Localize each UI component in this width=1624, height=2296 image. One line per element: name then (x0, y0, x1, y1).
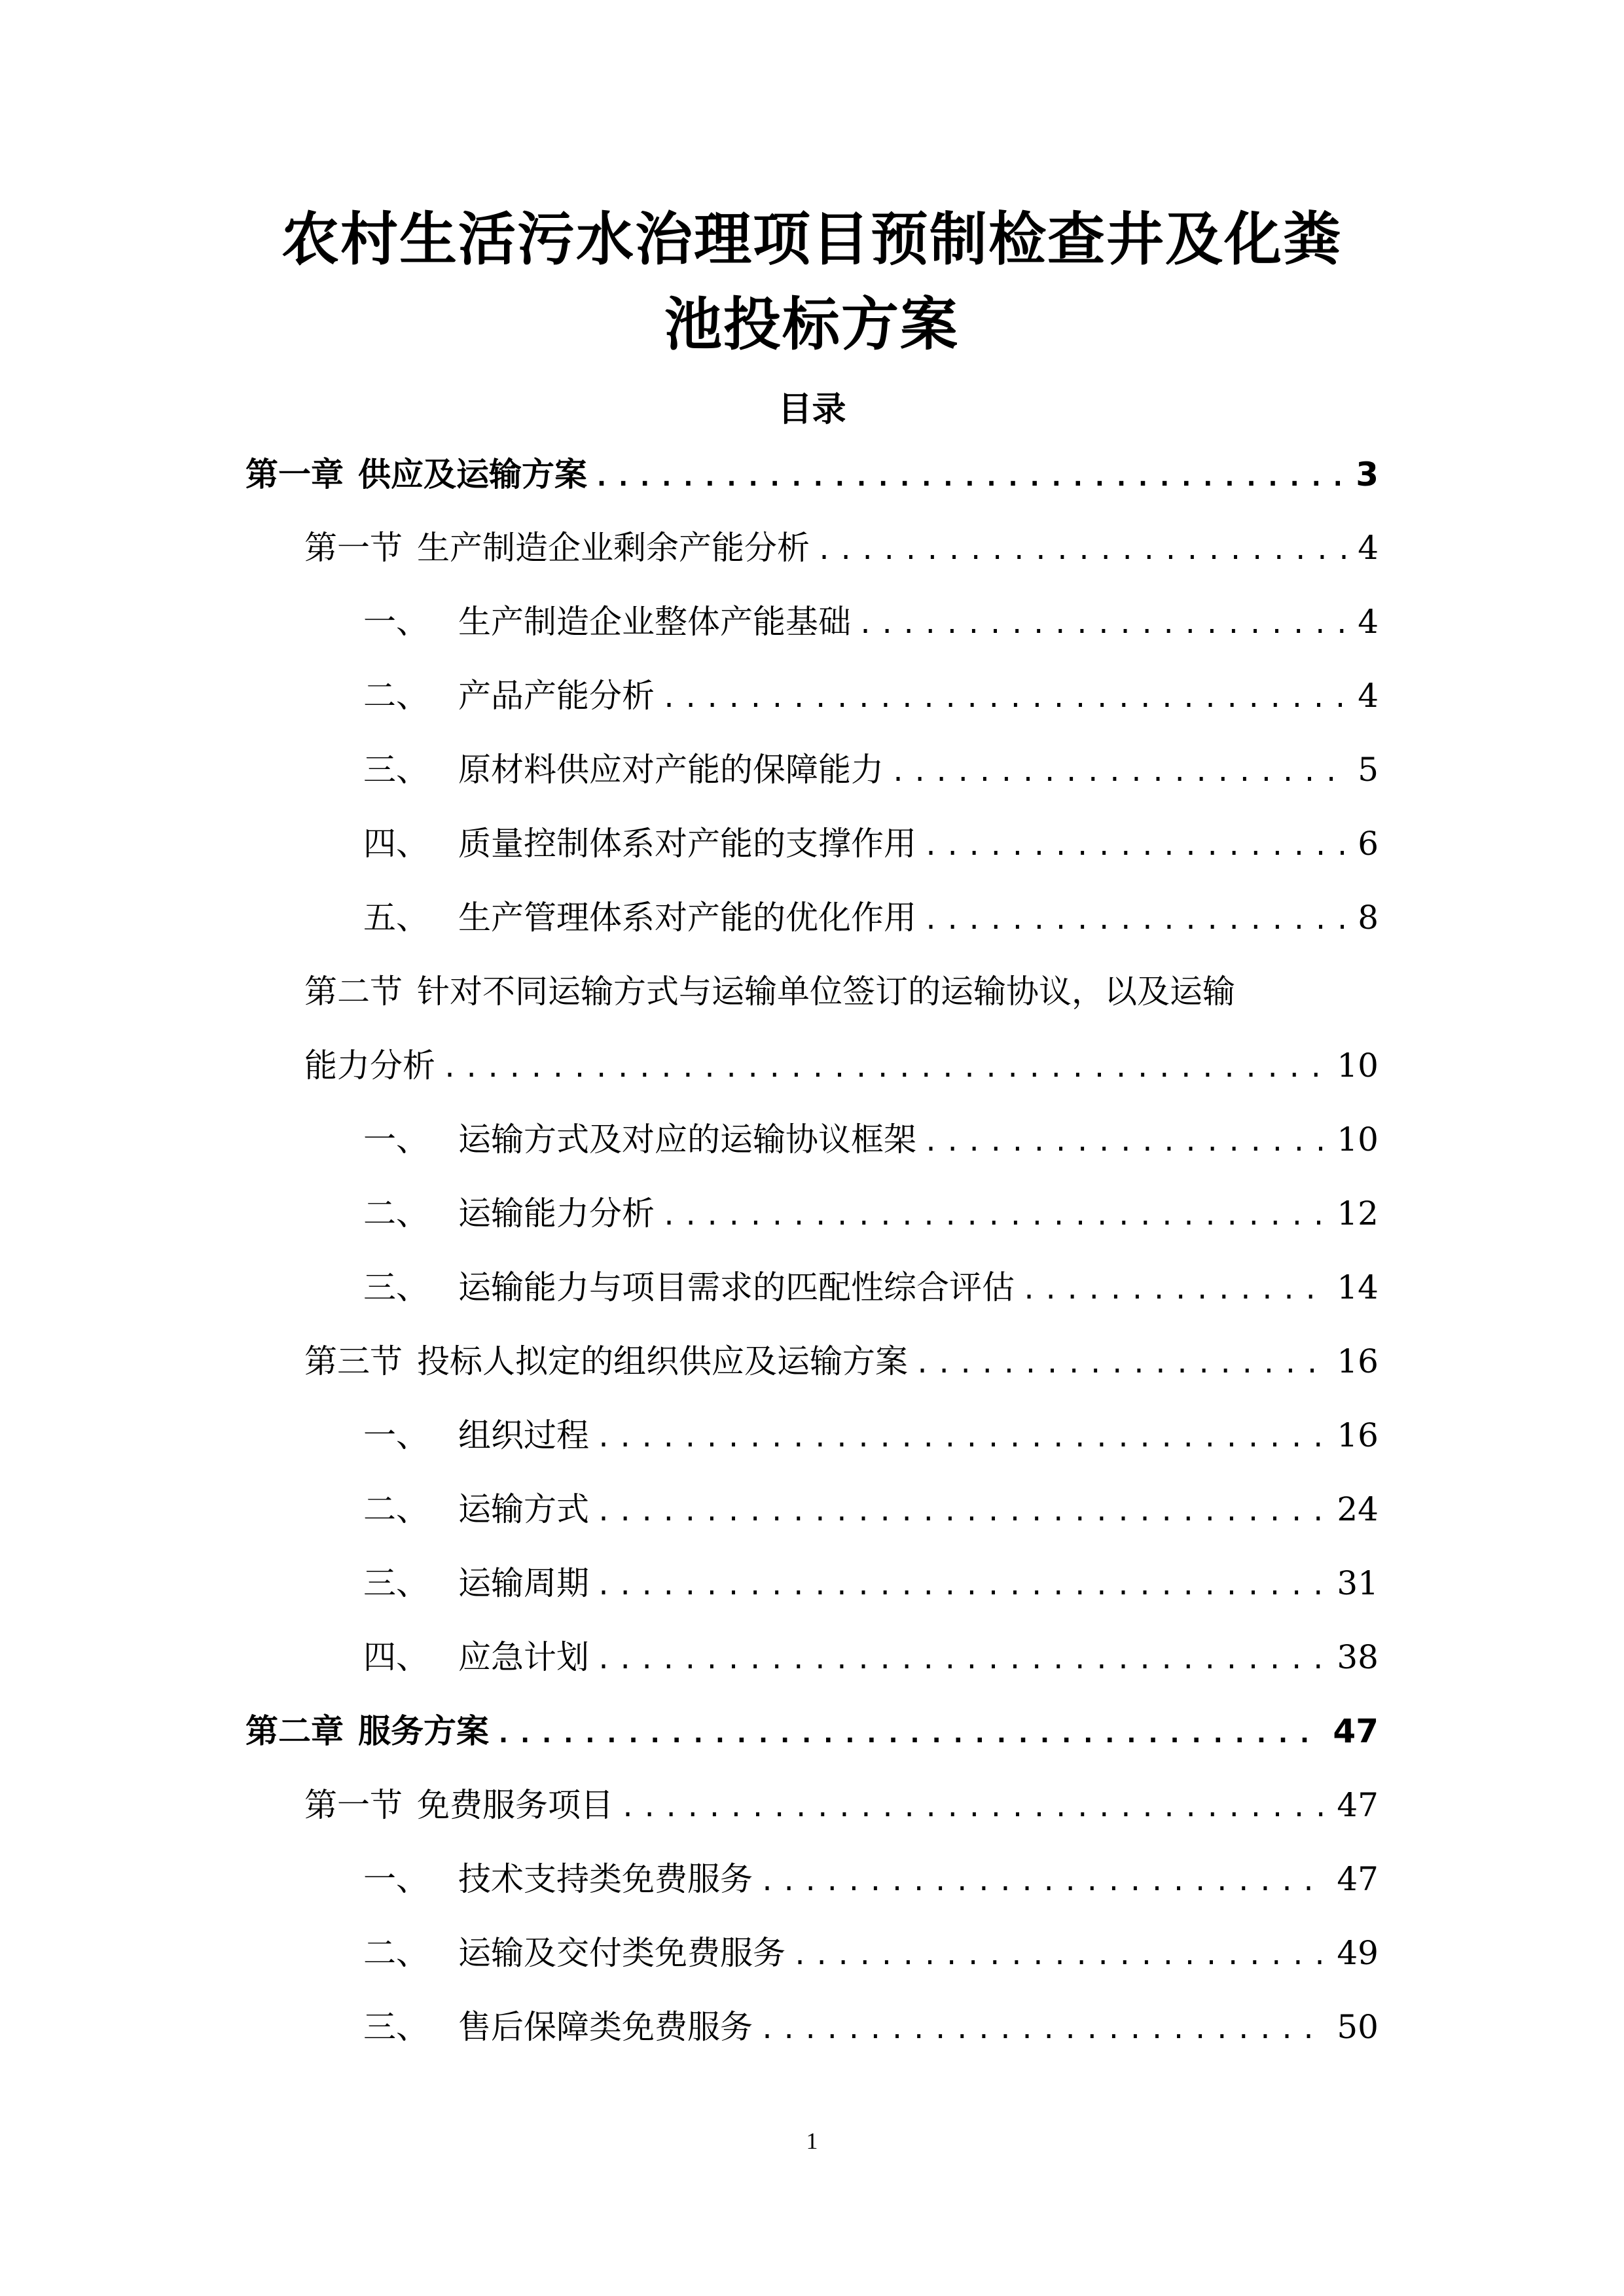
toc-subsection[interactable] (363, 751, 1379, 789)
toc-prefix: 二、 (363, 677, 429, 715)
toc-chapter-1[interactable] (245, 458, 1379, 491)
toc-leader-dots (759, 1869, 1327, 1895)
toc-leader-dots (496, 1721, 1324, 1747)
toc-page-number: 8 (1358, 899, 1379, 937)
toc-prefix: 三、 (363, 751, 429, 789)
toc-label: 运输方式及对应的运输协议框架 (458, 1121, 916, 1158)
toc-label: 运输能力与项目需求的匹配性综合评估 (458, 1268, 1015, 1306)
toc-page-number: 5 (1358, 751, 1379, 789)
toc-label: 运输及交付类免费服务 (458, 1934, 785, 1972)
toc-leader-dots (792, 1943, 1327, 1969)
page-number: 1 (806, 2128, 818, 2154)
toc-subsection[interactable] (363, 1490, 1379, 1528)
toc-label: 生产管理体系对产能的优化作用 (458, 899, 916, 937)
toc-page-number: 47 (1333, 1712, 1379, 1750)
toc-subsection[interactable] (363, 825, 1379, 863)
toc-subsection[interactable] (363, 1564, 1379, 1602)
toc-leader-dots (1021, 1277, 1327, 1303)
toc-section[interactable] (304, 529, 1379, 567)
toc-leader-dots (596, 1573, 1327, 1599)
toc-subsection[interactable] (363, 899, 1379, 937)
toc-prefix: 一、 (363, 1416, 429, 1454)
toc-label: 运输能力分析 (458, 1194, 655, 1232)
toc-page-number: 10 (1337, 1047, 1379, 1085)
toc-leader-dots (442, 1055, 1327, 1081)
toc-leader-dots (857, 611, 1348, 637)
toc-page-number: 12 (1337, 1194, 1379, 1232)
toc-label: 运输方式 (458, 1490, 589, 1528)
toc-leader-dots (923, 1129, 1327, 1155)
toc-page-number: 16 (1337, 1342, 1379, 1380)
toc-label: 免费服务项目 (417, 1786, 613, 1824)
toc-prefix: 三、 (363, 1564, 429, 1602)
toc-prefix: 第二节 (304, 973, 403, 1011)
toc-page-number: 47 (1337, 1786, 1379, 1824)
toc-page-number: 10 (1337, 1121, 1379, 1158)
toc-label: 服务方案 (358, 1712, 489, 1750)
toc-leader-dots (914, 1351, 1327, 1377)
toc-label: 质量控制体系对产能的支撑作用 (458, 825, 916, 863)
toc-subsection[interactable] (363, 2008, 1379, 2046)
toc-prefix: 一、 (363, 1121, 429, 1158)
toc-page-number: 38 (1337, 1638, 1379, 1676)
toc-leader-dots (596, 1647, 1327, 1673)
toc-label: 运输周期 (458, 1564, 589, 1602)
toc-label: 针对不同运输方式与运输单位签订的运输协议，以及运输 (417, 973, 1235, 1011)
toc-prefix: 五、 (363, 899, 429, 937)
toc-label: 应急计划 (458, 1638, 589, 1676)
toc-page-number: 3 (1356, 456, 1379, 493)
toc-page-number: 4 (1358, 529, 1379, 567)
toc-leader-dots (759, 2017, 1327, 2043)
toc-prefix: 二、 (363, 1490, 429, 1528)
toc-subsection[interactable] (363, 1268, 1379, 1306)
toc-section[interactable] (304, 1786, 1379, 1824)
toc-prefix: 三、 (363, 2008, 429, 2046)
toc-prefix: 第二章 (245, 1712, 344, 1750)
toc-page-number: 14 (1337, 1268, 1379, 1306)
toc-subsection[interactable] (363, 1194, 1379, 1232)
toc-subsection[interactable] (363, 1860, 1379, 1898)
toc-subsection[interactable] (363, 1123, 1379, 1156)
toc-prefix: 四、 (363, 825, 429, 863)
toc-subsection[interactable] (363, 1416, 1379, 1454)
toc-label-continuation: 能力分析 (304, 1047, 435, 1085)
toc-section[interactable] (304, 1342, 1379, 1380)
toc-page-number: 50 (1337, 2008, 1379, 2046)
toc-label: 生产制造企业整体产能基础 (458, 603, 851, 641)
toc-subsection[interactable] (363, 603, 1379, 641)
toc-prefix: 二、 (363, 1194, 429, 1232)
toc-leader-dots (661, 685, 1348, 711)
toc-page-number: 4 (1358, 677, 1379, 715)
toc-prefix: 第一章 (245, 456, 344, 493)
toc-page-number: 24 (1337, 1490, 1379, 1528)
toc-leader-dots (923, 833, 1348, 859)
toc-leader-dots (596, 1499, 1327, 1525)
toc-page-number: 6 (1358, 825, 1379, 863)
toc-label: 生产制造企业剩余产能分析 (417, 529, 810, 567)
toc-page-number: 49 (1337, 1934, 1379, 1972)
toc-label: 技术支持类免费服务 (458, 1860, 753, 1898)
toc-page-number: 31 (1337, 1564, 1379, 1602)
toc-label: 供应及运输方案 (358, 456, 587, 493)
toc-label: 投标人拟定的组织供应及运输方案 (417, 1342, 908, 1380)
toc-prefix: 第一节 (304, 529, 403, 567)
toc-section-continuation[interactable] (304, 1047, 1379, 1085)
toc-label: 组织过程 (458, 1416, 589, 1454)
toc-prefix: 二、 (363, 1934, 429, 1972)
toc-prefix: 第一节 (304, 1786, 403, 1824)
toc-subsection[interactable] (363, 677, 1379, 715)
toc-prefix: 三、 (363, 1268, 429, 1306)
toc-label: 产品产能分析 (458, 677, 655, 715)
toc-subsection[interactable] (363, 1638, 1379, 1676)
toc-leader-dots (923, 907, 1348, 933)
toc-page-number: 16 (1337, 1416, 1379, 1454)
toc-leader-dots (596, 1425, 1327, 1451)
toc-heading: 目录 (778, 390, 846, 429)
toc-prefix: 一、 (363, 603, 429, 641)
toc-label: 原材料供应对产能的保障能力 (458, 751, 884, 789)
toc-leader-dots (620, 1795, 1327, 1821)
toc-chapter-2[interactable] (245, 1712, 1379, 1750)
toc-leader-dots (890, 759, 1348, 785)
toc-leader-dots (661, 1203, 1327, 1229)
toc-prefix: 四、 (363, 1638, 429, 1676)
toc-leader-dots (594, 464, 1346, 490)
document-title-line-2: 池投标方案 (664, 291, 959, 358)
toc-prefix: 一、 (363, 1860, 429, 1898)
toc-section[interactable] (304, 973, 1379, 1011)
document-title-line-1: 农村生活污水治理项目预制检查井及化粪 (281, 206, 1342, 273)
toc-subsection[interactable] (363, 1934, 1379, 1972)
toc-leader-dots (816, 537, 1348, 564)
toc-label: 售后保障类免费服务 (458, 2008, 753, 2046)
toc-page-number: 47 (1337, 1860, 1379, 1898)
toc-prefix: 第三节 (304, 1342, 403, 1380)
toc-page-number: 4 (1358, 603, 1379, 641)
